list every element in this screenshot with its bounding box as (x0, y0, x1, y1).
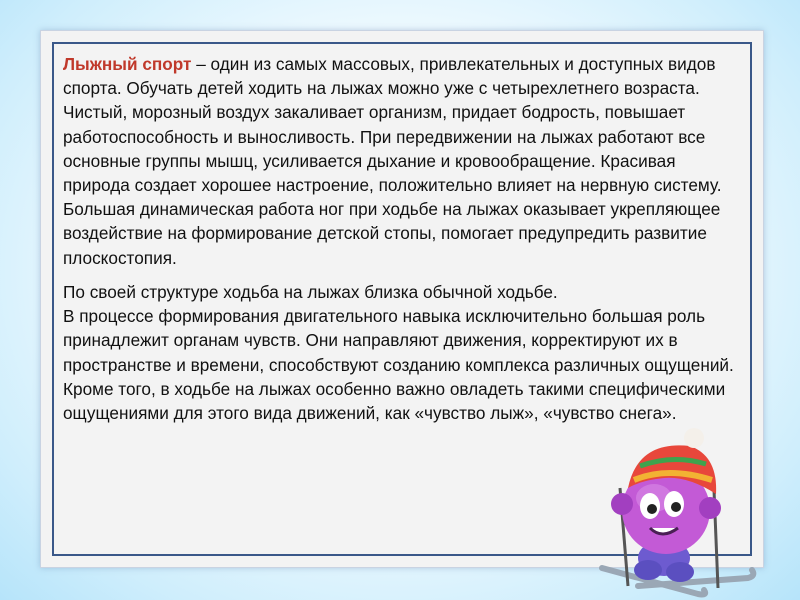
lead-term: Лыжный спорт (63, 54, 192, 74)
paragraph-ski-walking (63, 280, 745, 425)
paragraph-body: – один из самых массовых, привлекательных и доступных видов спорта. Обучать детей ходить на лыжах можно уже с четырехлетнего возраста. Чистый, морозный воздух закаливает организм, придает бодрость, повышает работоспособность и выносливость. При передвижении на лыжах работают все основные группы мышц, усиливается дыхание и кровообращение. Красивая природа создает хорошее настроение, положительно влияет на нервную систему. Большая динамическая работа ног при ходьбе на лыжах оказывает укрепляющее воздействие на формирование детской стопы, помогает предупредить развитие плоскостопия. (63, 54, 722, 268)
paragraph-line: По своей структуре ходьба на лыжах близка обычной ходьбе. (63, 282, 558, 302)
paragraph-skiing-intro (63, 52, 745, 270)
skier-smiley-icon (598, 418, 758, 600)
paragraph-body: В процессе формирования двигательного навыка исключительно большая роль принадлежит органам чувств. Они направляют движения, корректируют их в пространстве и времени, способствуют созданию комплекса различных ощущений. Кроме того, в ходьбе на лыжах особенно важно овладеть такими специфическими ощущениями для этого вида движений, как «чувство лыж», «чувство снега». (63, 306, 734, 424)
